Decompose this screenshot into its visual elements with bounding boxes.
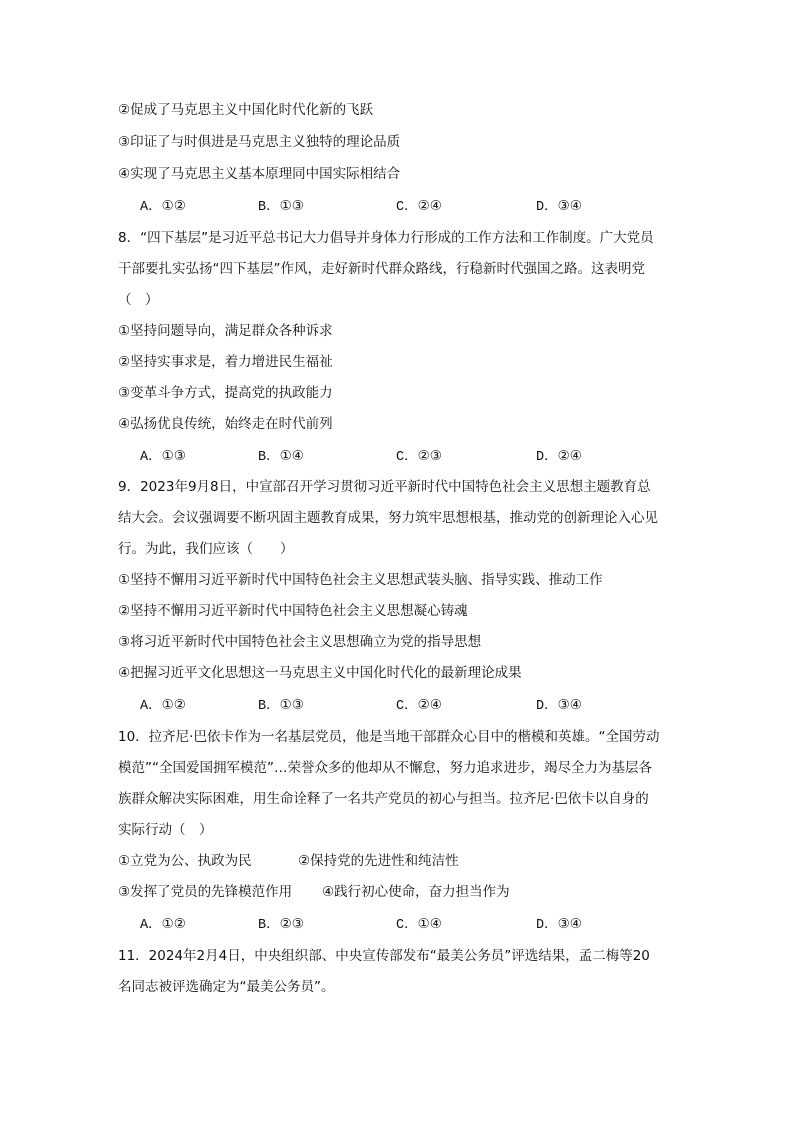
- option-letter: D．: [536, 450, 558, 465]
- q10-option-d: [536, 915, 582, 935]
- option-letter: A．: [140, 200, 162, 215]
- option-letter: C．: [396, 450, 418, 465]
- q9-option-c: [396, 696, 442, 716]
- option-letter: B．: [258, 699, 280, 714]
- q8-item-3: ③变革斗争方式，提高党的执政能力: [118, 385, 333, 401]
- option-value: ①②: [161, 198, 186, 214]
- q10-item-2: ②保持党的先进性和纯洁性: [298, 853, 459, 869]
- q11-stem-line: 名同志被评选确定为“最美公务员”。: [118, 979, 335, 995]
- q9-option-b: [258, 696, 304, 716]
- q10-item-1: ①立党为公、执政为民: [118, 853, 252, 869]
- q9-item-2: ②坚持不懈用习近平新时代中国特色社会主义思想凝心铸魂: [118, 603, 468, 619]
- q9-item-4: ④把握习近平文化思想这一马克思主义中国化时代化的最新理论成果: [118, 665, 522, 681]
- option-value: ①②: [161, 916, 186, 932]
- q10-stem-line: 模范”“全国爱国拥军模范”…荣誉众多的他却从不懈怠，努力追求进步，竭尽全力为基层各: [118, 760, 652, 776]
- q9-item-3: ③将习近平新时代中国特色社会主义思想确立为党的指导思想: [118, 634, 482, 650]
- option-value: ①③: [279, 697, 304, 713]
- q7-option-a: [140, 197, 186, 217]
- option-letter: A．: [140, 699, 162, 714]
- option-value: ②④: [557, 448, 582, 464]
- option-value: ①④: [417, 916, 442, 932]
- q8-item-4: ④弘扬优良传统，始终走在时代前列: [118, 416, 333, 432]
- q10-option-a: [140, 915, 186, 935]
- q9-option-d: [536, 696, 582, 716]
- q7-option-b: [258, 197, 304, 217]
- q8-item-2: ②坚持实事求是，着力增进民生福祉: [118, 354, 333, 370]
- q10-item-4: ④践行初心使命，奋力担当作为: [322, 884, 510, 900]
- option-letter: D．: [536, 200, 558, 215]
- option-value: ②④: [417, 697, 442, 713]
- option-value: ②③: [279, 916, 304, 932]
- option-letter: C．: [396, 699, 418, 714]
- q8-item-1: ①坚持问题导向，满足群众各种诉求: [118, 323, 333, 339]
- option-value: ①④: [279, 448, 304, 464]
- option-value: ②③: [417, 448, 442, 464]
- option-letter: C．: [396, 200, 418, 215]
- option-letter: C．: [396, 918, 418, 933]
- q8-stem-line: 8．“四下基层”是习近平总书记大力倡导并身体力行形成的工作方法和工作制度。广大党员: [118, 230, 654, 246]
- q10-item-3: ③发挥了党员的先锋模范作用: [118, 884, 293, 900]
- q8-option-b: [258, 447, 304, 467]
- option-letter: B．: [258, 200, 280, 215]
- q8-option-a: [140, 447, 186, 467]
- q10-option-c: [396, 915, 442, 935]
- q10-stem-line: 10．拉齐尼·巴依卡作为一名基层党员，他是当地干部群众心目中的楷模和英雄。“全国劳动: [118, 729, 660, 745]
- option-letter: B．: [258, 918, 280, 933]
- q10-stem-line: 实际行动（ ）: [118, 822, 213, 838]
- q8-option-d: [536, 447, 582, 467]
- option-letter: D．: [536, 918, 558, 933]
- q11-stem-line: 11．2024年2月4日，中央组织部、中央宣传部发布“最美公务员”评选结果，孟二梅等20: [118, 948, 650, 964]
- q7-item-3: ③印证了与时俱进是马克思主义独特的理论品质: [118, 134, 401, 150]
- q9-item-1: ①坚持不懈用习近平新时代中国特色社会主义思想武装头脑、指导实践、推动工作: [118, 572, 603, 588]
- q9-option-a: [140, 696, 186, 716]
- option-value: ③④: [557, 198, 582, 214]
- option-value: ②④: [417, 198, 442, 214]
- option-letter: A．: [140, 918, 162, 933]
- q7-item-2: ②促成了马克思主义中国化时代化新的飞跃: [118, 102, 374, 118]
- q8-stem-line: （ ）: [118, 292, 159, 308]
- q9-stem-line: 9．2023年9月8日，中宣部召开学习贯彻习近平新时代中国特色社会主义思想主题教育总: [118, 479, 651, 495]
- q9-stem-line: 结大会。会议强调要不断巩固主题教育成果，努力筑牢思想根基，推动党的创新理论入心见: [118, 510, 658, 526]
- option-value: ①③: [279, 198, 304, 214]
- q7-item-4: ④实现了马克思主义基本原理同中国实际相结合: [118, 166, 401, 182]
- q7-option-c: [396, 197, 442, 217]
- option-letter: A．: [140, 450, 162, 465]
- q10-stem-line: 族群众解决实际困难，用生命诠释了一名共产党员的初心与担当。拉齐尼·巴依卡以自身的: [118, 791, 649, 807]
- q9-stem-line: 行。为此，我们应该（ ）: [118, 541, 294, 557]
- option-letter: D．: [536, 699, 558, 714]
- option-value: ③④: [557, 916, 582, 932]
- q8-stem-line: 干部要扎实弘扬“四下基层”作风，走好新时代群众路线，行稳新时代强国之路。这表明党: [118, 261, 645, 277]
- q8-option-c: [396, 447, 442, 467]
- q7-option-d: [536, 197, 582, 217]
- option-value: ①③: [161, 448, 186, 464]
- option-letter: B．: [258, 450, 280, 465]
- option-value: ①②: [161, 697, 186, 713]
- q10-option-b: [258, 915, 304, 935]
- option-value: ③④: [557, 697, 582, 713]
